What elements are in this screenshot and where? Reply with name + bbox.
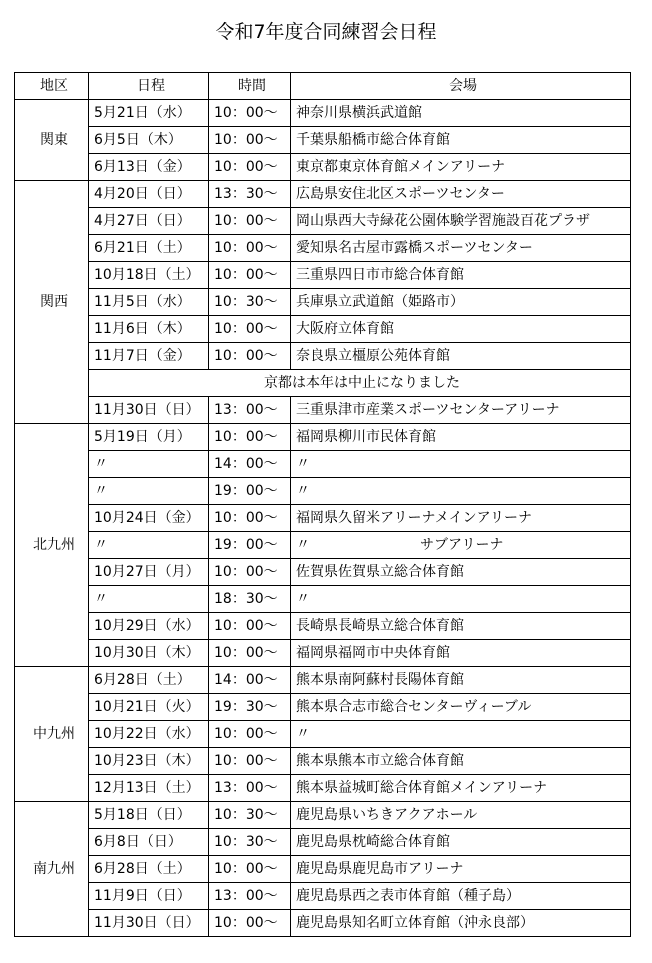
- venue-name: 〃: [296, 726, 310, 742]
- date-cell: 6月28日（土）: [89, 856, 209, 883]
- venue-name: 鹿児島県西之表市体育館（種子島）: [296, 888, 520, 904]
- date-cell: 10月29日（水）: [89, 613, 209, 640]
- cancellation-note: 京都は本年は中止になりました: [89, 370, 631, 397]
- time-cell: 10：00～: [209, 559, 291, 586]
- venue-cell: [291, 451, 631, 478]
- time-cell: 10：00～: [209, 208, 291, 235]
- venue-name: 熊本県合志市総合センターヴィーブル: [296, 699, 532, 715]
- date-cell: 〃: [89, 586, 209, 613]
- time-cell: 19：00～: [209, 478, 291, 505]
- date-cell: 6月5日（木）: [89, 127, 209, 154]
- date-cell: 6月8日（日）: [89, 829, 209, 856]
- date-cell: 11月7日（金）: [89, 343, 209, 370]
- venue-cell: [291, 397, 631, 424]
- date-cell: 11月30日（日）: [89, 397, 209, 424]
- venue-name: 〃: [296, 537, 310, 553]
- schedule-row: [15, 613, 631, 640]
- schedule-row: [15, 640, 631, 667]
- date-cell: 4月20日（日）: [89, 181, 209, 208]
- venue-name: 三重県四日市市総合体育館: [296, 267, 464, 283]
- venue-name: 奈良県立橿原公苑体育館: [296, 348, 450, 364]
- venue-name: 長崎県長崎県立総合体育館: [296, 618, 464, 634]
- schedule-row: [15, 883, 631, 910]
- venue-cell: [291, 694, 631, 721]
- header-venue: 会場: [291, 73, 631, 100]
- date-cell: 10月23日（木）: [89, 748, 209, 775]
- schedule-table-body: [15, 73, 631, 937]
- date-cell: 〃: [89, 532, 209, 559]
- schedule-row: [15, 829, 631, 856]
- schedule-row: [15, 100, 631, 127]
- venue-name: 鹿児島県鹿児島市アリーナ: [296, 861, 464, 877]
- time-cell: 10：00～: [209, 505, 291, 532]
- date-cell: 11月6日（木）: [89, 316, 209, 343]
- date-cell: 10月27日（月）: [89, 559, 209, 586]
- time-cell: 10：00～: [209, 316, 291, 343]
- venue-name: 福岡県福岡市中央体育館: [296, 645, 450, 661]
- time-cell: 10：00～: [209, 721, 291, 748]
- time-cell: 19：00～: [209, 532, 291, 559]
- date-cell: 6月21日（土）: [89, 235, 209, 262]
- schedule-row: [15, 154, 631, 181]
- venue-cell: [291, 208, 631, 235]
- venue-cell: [291, 316, 631, 343]
- venue-name: 神奈川県横浜武道館: [296, 105, 422, 121]
- venue-cell: [291, 100, 631, 127]
- date-cell: 5月19日（月）: [89, 424, 209, 451]
- venue-cell: [291, 910, 631, 937]
- time-cell: 10：00～: [209, 640, 291, 667]
- time-cell: 10：00～: [209, 262, 291, 289]
- schedule-row: [15, 856, 631, 883]
- schedule-row: [15, 775, 631, 802]
- venue-name: 兵庫県立武道館（姫路市）: [296, 294, 464, 310]
- schedule-row: [15, 721, 631, 748]
- date-cell: 〃: [89, 451, 209, 478]
- date-cell: 6月28日（土）: [89, 667, 209, 694]
- venue-name: 〃: [296, 483, 310, 499]
- venue-cell: [291, 478, 631, 505]
- venue-cell: [291, 262, 631, 289]
- venue-cell: [291, 181, 631, 208]
- time-cell: 10：00～: [209, 856, 291, 883]
- time-cell: 14：00～: [209, 667, 291, 694]
- date-cell: 6月13日（金）: [89, 154, 209, 181]
- venue-cell: [291, 235, 631, 262]
- schedule-row: [15, 451, 631, 478]
- schedule-row: [15, 181, 631, 208]
- venue-cell: [291, 721, 631, 748]
- date-cell: 10月21日（火）: [89, 694, 209, 721]
- schedule-row: [15, 694, 631, 721]
- time-cell: 19：30～: [209, 694, 291, 721]
- venue-cell: [291, 127, 631, 154]
- time-cell: 10：00～: [209, 154, 291, 181]
- time-cell: 10：30～: [209, 802, 291, 829]
- schedule-row: [15, 910, 631, 937]
- date-cell: 11月5日（水）: [89, 289, 209, 316]
- venue-cell: [291, 748, 631, 775]
- venue-cell: [291, 424, 631, 451]
- venue-name: 熊本県熊本市立総合体育館: [296, 753, 464, 769]
- note-row: [15, 370, 631, 397]
- venue-name: 東京都東京体育館メインアリーナ: [296, 159, 506, 175]
- schedule-table: [14, 72, 631, 937]
- venue-cell: [291, 289, 631, 316]
- date-cell: 10月18日（土）: [89, 262, 209, 289]
- time-cell: 10：00～: [209, 910, 291, 937]
- date-cell: 12月13日（土）: [89, 775, 209, 802]
- venue-cell: [291, 559, 631, 586]
- time-cell: 13：00～: [209, 397, 291, 424]
- venue-name: 広島県安住北区スポーツセンター: [296, 186, 505, 202]
- time-cell: 13：30～: [209, 181, 291, 208]
- time-cell: 10：00～: [209, 127, 291, 154]
- schedule-row: [15, 262, 631, 289]
- date-cell: 10月24日（金）: [89, 505, 209, 532]
- venue-name: 福岡県久留米アリーナメインアリーナ: [296, 510, 533, 526]
- venue-name: 熊本県益城町総合体育館メインアリーナ: [296, 780, 548, 796]
- venue-name: 岡山県西大寺緑花公園体験学習施設百花プラザ: [296, 213, 590, 229]
- schedule-row: [15, 127, 631, 154]
- header-row: [15, 73, 631, 100]
- venue-cell: [291, 802, 631, 829]
- venue-cell: [291, 775, 631, 802]
- schedule-row: [15, 397, 631, 424]
- venue-cell: [291, 505, 631, 532]
- time-cell: 13：00～: [209, 883, 291, 910]
- venue-sub-name: サブアリーナ: [420, 537, 504, 553]
- venue-name: 〃: [296, 456, 310, 472]
- venue-cell: [291, 667, 631, 694]
- schedule-row: [15, 559, 631, 586]
- venue-cell: [291, 640, 631, 667]
- venue-cell: [291, 883, 631, 910]
- time-cell: 10：00～: [209, 235, 291, 262]
- schedule-row: [15, 532, 631, 559]
- venue-name: 熊本県南阿蘇村長陽体育館: [296, 672, 464, 688]
- schedule-row: [15, 316, 631, 343]
- venue-name: 三重県津市産業スポーツセンターアリーナ: [296, 402, 560, 418]
- venue-cell: [291, 343, 631, 370]
- schedule-row: [15, 424, 631, 451]
- time-cell: 14：00～: [209, 451, 291, 478]
- schedule-row: [15, 235, 631, 262]
- venue-name: 鹿児島県枕崎総合体育館: [296, 834, 450, 850]
- date-cell: 5月18日（日）: [89, 802, 209, 829]
- venue-name: 福岡県柳川市民体育館: [296, 429, 436, 445]
- time-cell: 18：30～: [209, 586, 291, 613]
- schedule-row: [15, 478, 631, 505]
- time-cell: 10：00～: [209, 343, 291, 370]
- venue-name: 愛知県名古屋市露橋スポーツセンター: [296, 240, 533, 256]
- date-cell: 〃: [89, 478, 209, 505]
- region-cell: 関東: [15, 100, 89, 181]
- date-cell: 10月30日（木）: [89, 640, 209, 667]
- schedule-row: [15, 343, 631, 370]
- date-cell: 10月22日（水）: [89, 721, 209, 748]
- venue-name: 〃: [296, 591, 310, 607]
- time-cell: 10：00～: [209, 100, 291, 127]
- date-cell: 4月27日（日）: [89, 208, 209, 235]
- schedule-row: [15, 667, 631, 694]
- time-cell: 10：00～: [209, 613, 291, 640]
- page-title: 令和7年度合同練習会日程: [215, 21, 437, 43]
- header-time: 時間: [209, 73, 291, 100]
- venue-cell: [291, 829, 631, 856]
- time-cell: 13：00～: [209, 775, 291, 802]
- region-cell: 北九州: [15, 424, 89, 667]
- schedule-row: [15, 802, 631, 829]
- date-cell: 11月9日（日）: [89, 883, 209, 910]
- schedule-row: [15, 505, 631, 532]
- venue-cell: [291, 586, 631, 613]
- time-cell: 10：30～: [209, 289, 291, 316]
- schedule-row: [15, 586, 631, 613]
- schedule-row: [15, 748, 631, 775]
- schedule-row: [15, 208, 631, 235]
- header-region: 地区: [15, 73, 89, 100]
- date-cell: 11月30日（日）: [89, 910, 209, 937]
- venue-name: 佐賀県佐賀県立総合体育館: [296, 564, 464, 580]
- region-cell: 関西: [15, 181, 89, 424]
- region-cell: 中九州: [15, 667, 89, 802]
- venue-cell: [291, 613, 631, 640]
- venue-name: 鹿児島県知名町立体育館（沖永良部）: [296, 915, 534, 931]
- region-cell: 南九州: [15, 802, 89, 937]
- time-cell: 10：00～: [209, 424, 291, 451]
- schedule-row: [15, 289, 631, 316]
- time-cell: 10：30～: [209, 829, 291, 856]
- header-date: 日程: [89, 73, 209, 100]
- venue-name: 鹿児島県いちきアクアホール: [296, 807, 478, 823]
- venue-cell: [291, 532, 631, 559]
- venue-cell: [291, 856, 631, 883]
- venue-name: 大阪府立体育館: [296, 321, 394, 337]
- venue-name: 千葉県船橋市総合体育館: [296, 132, 450, 148]
- time-cell: 10：00～: [209, 748, 291, 775]
- venue-cell: [291, 154, 631, 181]
- date-cell: 5月21日（水）: [89, 100, 209, 127]
